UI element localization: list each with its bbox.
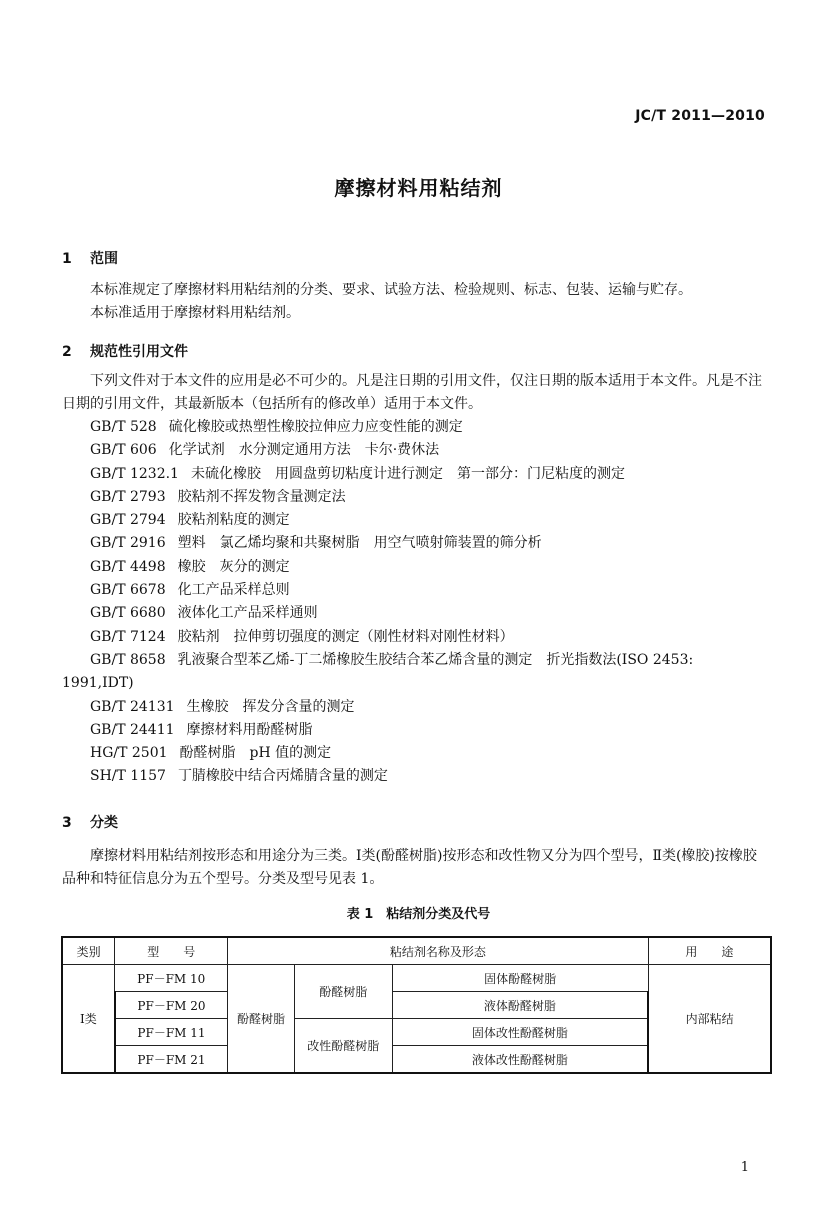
table-row xyxy=(62,965,771,992)
reference-item: GB/T 24411 摩擦材料用酚醛树脂 xyxy=(90,721,313,738)
reference-list xyxy=(62,416,774,789)
section-2-intro: 下列文件对于本文件的应用是必不可少的。凡是注日期的引用文件，仅注日期的版本适用于本文件。凡是不注日期的引用文件，其最新版本（包括所有的修改单）适用于本文件。 xyxy=(62,373,762,412)
header-category: 类别 xyxy=(62,937,115,965)
standard-code: JC/T 2011—2010 xyxy=(635,108,765,124)
section-3-paragraph: 摩擦材料用粘结剂按形态和用途分为三类。Ⅰ类(酚醛树脂)按形态和改性物又分为四个型号，Ⅱ类(橡胶)按橡胶品种和特征信息分为五个型号。分类及型号见表 1。 xyxy=(62,848,757,887)
cell-form: 固体改性酚醛树脂 xyxy=(392,1019,648,1046)
section-1-paragraph-1: 本标准规定了摩擦材料用粘结剂的分类、要求、试验方法、检验规则、标志、包装、运输与贮存。 xyxy=(90,282,692,298)
cell-model: PF－FM 11 xyxy=(115,1019,228,1046)
section-1-number: 1 xyxy=(62,251,72,267)
cell-usage: 内部粘结 xyxy=(648,965,771,1074)
reference-item: GB/T 1232.1 未硫化橡胶 用圆盘剪切粘度计进行测定 第一部分：门尼粘度的测定 xyxy=(90,465,625,482)
reference-item: GB/T 6680 液体化工产品采样通则 xyxy=(90,605,318,622)
reference-item: GB/T 2916 塑料 氯乙烯均聚和共聚树脂 用空气喷射筛装置的筛分析 xyxy=(90,535,542,552)
section-2-number: 2 xyxy=(62,344,72,360)
reference-item: GB/T 24131 生橡胶 挥发分含量的测定 xyxy=(90,698,355,715)
reference-item: GB/T 2794 胶粘剂粘度的测定 xyxy=(90,512,290,529)
section-2-heading xyxy=(62,341,188,361)
section-1-heading xyxy=(62,248,118,268)
table-1-caption: 表 1 粘结剂分类及代号 xyxy=(346,907,491,922)
cell-model: PF－FM 20 xyxy=(115,992,228,1019)
cell-group: 酚醛树脂 xyxy=(228,965,295,1074)
section-3-heading xyxy=(62,812,118,832)
header-usage: 用 途 xyxy=(648,937,771,965)
cell-form: 液体酚醛树脂 xyxy=(392,992,648,1019)
reference-item-continuation: 1991,IDT) xyxy=(62,675,134,692)
section-2-title: 规范性引用文件 xyxy=(90,344,188,360)
cell-category: Ⅰ类 xyxy=(62,965,115,1074)
section-3-number: 3 xyxy=(62,815,72,831)
cell-form: 固体酚醛树脂 xyxy=(392,965,648,992)
cell-model: PF－FM 21 xyxy=(115,1046,228,1074)
document-title: 摩擦材料用粘结剂 xyxy=(334,176,503,200)
header-name-form: 粘结剂名称及形态 xyxy=(228,937,649,965)
classification-table xyxy=(61,936,772,1074)
reference-item: GB/T 8658 乳液聚合型苯乙烯-丁二烯橡胶生胶结合苯乙烯含量的测定 折光指数法(ISO 2453: xyxy=(90,651,694,668)
section-3-title: 分类 xyxy=(90,815,118,831)
reference-item: GB/T 2793 胶粘剂不挥发物含量测定法 xyxy=(90,488,346,505)
cell-subgroup: 改性酚醛树脂 xyxy=(294,1019,392,1074)
cell-form: 液体改性酚醛树脂 xyxy=(392,1046,648,1074)
reference-item: GB/T 6678 化工产品采样总则 xyxy=(90,582,290,599)
reference-item: GB/T 7124 胶粘剂 拉伸剪切强度的测定（刚性材料对刚性材料） xyxy=(90,628,514,645)
table-header-row xyxy=(62,937,771,965)
reference-item: GB/T 528 硫化橡胶或热塑性橡胶拉伸应力应变性能的测定 xyxy=(90,419,463,435)
reference-item: HG/T 2501 酚醛树脂 pH 值的测定 xyxy=(90,745,332,762)
section-1-title: 范围 xyxy=(90,251,118,267)
page-number: 1 xyxy=(740,1160,749,1175)
section-1-paragraph-2: 本标准适用于摩擦材料用粘结剂。 xyxy=(90,305,300,321)
cell-subgroup: 酚醛树脂 xyxy=(294,965,392,1019)
cell-model: PF－FM 10 xyxy=(115,965,228,992)
reference-item: SH/T 1157 丁腈橡胶中结合丙烯腈含量的测定 xyxy=(90,768,388,785)
header-model: 型 号 xyxy=(115,937,228,965)
reference-item: GB/T 606 化学试剂 水分测定通用方法 卡尔·费休法 xyxy=(90,442,440,459)
reference-item: GB/T 4498 橡胶 灰分的测定 xyxy=(90,558,290,575)
